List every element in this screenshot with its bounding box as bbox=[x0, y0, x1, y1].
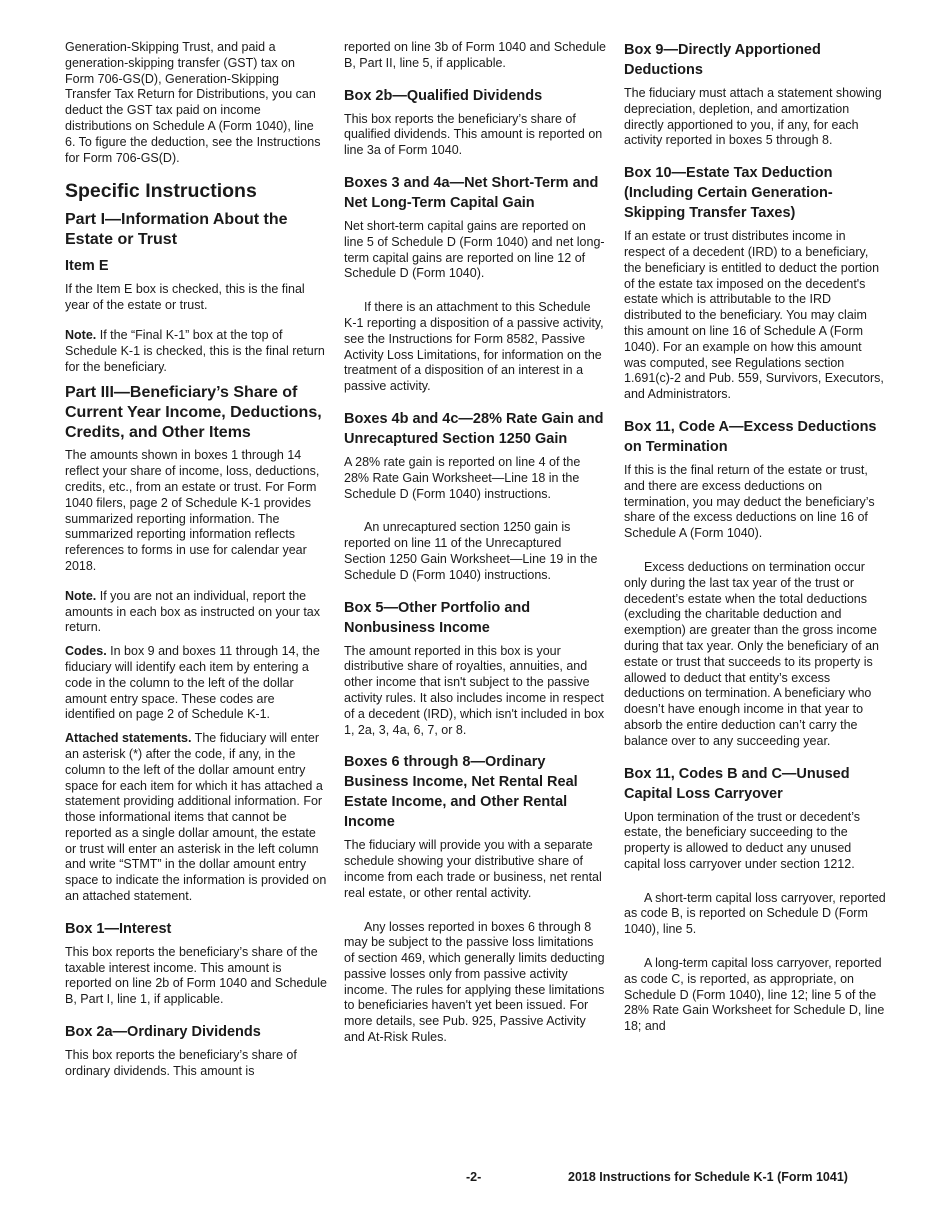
paragraph-codes bbox=[65, 644, 327, 723]
paragraph-box-11-codes-b-c: Upon termination of the trust or decedent’s estate, the beneficiary succeeding to the property is allowed to deduct any unused capital loss carryover under section 1212. bbox=[624, 809, 861, 871]
heading-boxes-3-4a: Boxes 3 and 4a—Net Short-Term and Net Long-Term Capital Gain bbox=[344, 174, 599, 211]
paragraph-passive-losses: Any losses reported in boxes 6 through 8 may be subject to the passive loss limitations of section 469, which generally limits deducting passive losses only from passive activity income. The rules for applying these limitations to beneficiaries haven't yet been issued. For more details, see Pub. 925, Passive Activity and At-Risk Rules. bbox=[344, 919, 605, 1045]
note-label: Note. bbox=[65, 588, 97, 603]
heading-boxes-4b-4c: Boxes 4b and 4c—28% Rate Gain and Unrecaptured Section 1250 Gain bbox=[344, 410, 604, 447]
paragraph-box-10: If an estate or trust distributes income in respect of a decedent (IRD) to a beneficiary, the beneficiary is entitled to deduct the portion of the estate tax imposed on the decedent's estate which is attributable to the IRD distributed to the beneficiary. You may claim this amount on line 16 of Schedule A (Form 1040). For an example on how this amount was computed, see Regulations section 1.691(c)-2 and Pub. 559, Survivors, Executors, and Administrators. bbox=[624, 229, 884, 402]
attached-label: Attached statements. bbox=[65, 731, 192, 746]
attached-text: The fiduciary will enter an asterisk (*) after the code, if any, in the column to the left of the dollar amount entry space for each item for which it has attached a statement providing additional information. For those informational items that cannot be reported as a single dollar amount, the estate or trust will enter an asterisk in the left column and write “STMT” in the dollar amount entry space to indicate the information is provided on an attached statement. bbox=[65, 731, 327, 904]
paragraph-note-individual bbox=[65, 589, 327, 636]
paragraph-box-2b: This box reports the beneficiary’s share of qualified dividends. This amount is reported on line 3a of Form 1040. bbox=[344, 111, 603, 158]
note-label: Note. bbox=[65, 327, 97, 342]
paragraph-boxes-3-4a: Net short-term capital gains are reported on line 5 of Schedule D (Form 1040) and net long-term capital gains are reported on line 12 of Schedule D (Form 1040). bbox=[344, 218, 605, 281]
heading-box-2a: Box 2a—Ordinary Dividends bbox=[65, 1024, 261, 1041]
paragraph-box-5: The amount reported in this box is your distributive share of royalties, annuities, and other income that isn't subject to the passive activity rules. It also includes income in respect of a decedent (IRD), which isn't included in box 1, 2a, 3, 4a, 6, 7, or 8. bbox=[344, 643, 605, 737]
heading-specific-instructions: Specific Instructions bbox=[65, 180, 257, 203]
heading-item-e: Item E bbox=[65, 258, 109, 275]
paragraph-item-e: If the Item E box is checked, this is the final year of the estate or trust. bbox=[65, 282, 305, 313]
paragraph-box-1: This box reports the beneficiary’s share of the taxable interest income. This amount is reported on line 2b of Form 1040 and Schedule B, Part I, line 1, if applicable. bbox=[65, 944, 327, 1007]
heading-box-1: Box 1—Interest bbox=[65, 920, 172, 937]
column-1 bbox=[65, 40, 327, 1094]
footer-document-title: 2018 Instructions for Schedule K-1 (Form 1041) bbox=[568, 1170, 848, 1184]
codes-label: Codes. bbox=[65, 644, 107, 659]
page-number: -2- bbox=[466, 1170, 482, 1184]
paragraph-28-rate-gain: A 28% rate gain is reported on line 4 of the 28% Rate Gain Worksheet—Line 18 in the Schedule D (Form 1040) instructions. bbox=[344, 454, 581, 501]
column-3 bbox=[624, 40, 886, 1049]
paragraph-note-final-k1 bbox=[65, 328, 327, 375]
paragraph-excess-deductions: Excess deductions on termination occur only during the last tax year of the trust or decedent’s estate when the total deductions (excluding the charitable deduction and exemption) are greater than the gross income during that tax year. Only the beneficiary of an estate or trust that succeeds to its property is allowed to deduct that entity’s excess deductions on termination. A beneficiary who doesn’t have enough income in that year to absorb the entire deduction can’t carry the balance over to any succeeding year. bbox=[624, 559, 880, 748]
paragraph-attached-statements bbox=[65, 731, 327, 905]
paragraph-unrecaptured-1250: An unrecaptured section 1250 gain is reported on line 11 of the Unrecaptured Section 1250 Gain Worksheet—Line 19 in the Schedule D (Form 1040) instructions. bbox=[344, 520, 598, 582]
codes-text: In box 9 and boxes 11 through 14, the fiduciary will identify each item by entering a code in the column to the left of the dollar amount entry space. These codes are identified on page 2 of Schedule K-1. bbox=[65, 644, 320, 722]
paragraph-continued: reported on line 3b of Form 1040 and Schedule B, Part II, line 5, if applicable. bbox=[344, 40, 606, 70]
column-2 bbox=[344, 40, 606, 1060]
note-text: If the “Final K-1” box at the top of Schedule K-1 is checked, this is the final return for the beneficiary. bbox=[65, 327, 325, 374]
paragraph-box-9: The fiduciary must attach a statement showing depreciation, depletion, and amortization directly apportioned to you, if any, for each activity reported in boxes 5 through 8. bbox=[624, 86, 882, 148]
heading-box-11-codes-b-c: Box 11, Codes B and C—Unused Capital Loss Carryover bbox=[624, 765, 850, 802]
heading-part-1: Part I—Information About the Estate or Trust bbox=[65, 211, 288, 249]
paragraph-box-2a: This box reports the beneficiary’s share of ordinary dividends. This amount is bbox=[65, 1048, 297, 1078]
note-text: If you are not an individual, report the amounts in each box as instructed on your tax return. bbox=[65, 588, 321, 635]
paragraph-amounts: The amounts shown in boxes 1 through 14 reflect your share of income, loss, deductions, credits, etc., from an estate or trust. For Form 1040 filers, page 2 of Schedule K-1 provides summarized reporting information. The summarized reporting information reflects references to forms in use for calendar year 2018. bbox=[65, 448, 320, 573]
heading-box-2b: Box 2b—Qualified Dividends bbox=[344, 87, 543, 104]
paragraph-intro: Generation-Skipping Trust, and paid a generation-skipping transfer (GST) tax on Form 706-GS(D), Generation-Skipping Transfer Tax Return for Distributions, you can deduct the GST tax paid on income distributions on Schedule A (Form 1040), line 6. To figure the deduction, see the Instructions for Form 706-GS(D). bbox=[65, 40, 321, 165]
heading-part-3: Part III—Beneficiary’s Share of Current Year Income, Deductions, Credits, and Other Items bbox=[65, 384, 322, 442]
heading-box-10: Box 10—Estate Tax Deduction (Including Certain Generation-Skipping Transfer Taxes) bbox=[624, 165, 833, 222]
heading-boxes-6-8: Boxes 6 through 8—Ordinary Business Income, Net Rental Real Estate Income, and Other Rental Income bbox=[344, 754, 578, 831]
heading-box-11-code-a: Box 11, Code A—Excess Deductions on Termination bbox=[624, 418, 877, 455]
paragraph-boxes-6-8: The fiduciary will provide you with a separate schedule showing your distributive share of income from each trade or business, net rental real estate, or other rental activity. bbox=[344, 838, 602, 900]
heading-box-9: Box 9—Directly Apportioned Deductions bbox=[624, 42, 821, 78]
paragraph-long-term-carryover: A long-term capital loss carryover, reported as code C, is reported, as appropriate, on Schedule D (Form 1040), line 12; line 5 of the 28% Rate Gain Worksheet for Schedule D, line 18; and bbox=[624, 956, 885, 1034]
paragraph-box-11-code-a: If this is the final return of the estate or trust, and there are excess deductions on termination, you may deduct the beneficiary’s share of the excess deductions on line 16 of Schedule A (Form 1040). bbox=[624, 462, 875, 541]
heading-box-5: Box 5—Other Portfolio and Nonbusiness Income bbox=[344, 599, 531, 636]
paragraph-passive-disposition: If there is an attachment to this Schedule K-1 reporting a disposition of a passive activity, see the Instructions for Form 8582, Passive Activity Loss Limitations, for information on the treatment of a disposition of an interest in a passive activity. bbox=[344, 300, 604, 394]
paragraph-short-term-carryover: A short-term capital loss carryover, reported as code B, is reported on Schedule D (Form 1040), line 5. bbox=[624, 890, 886, 937]
